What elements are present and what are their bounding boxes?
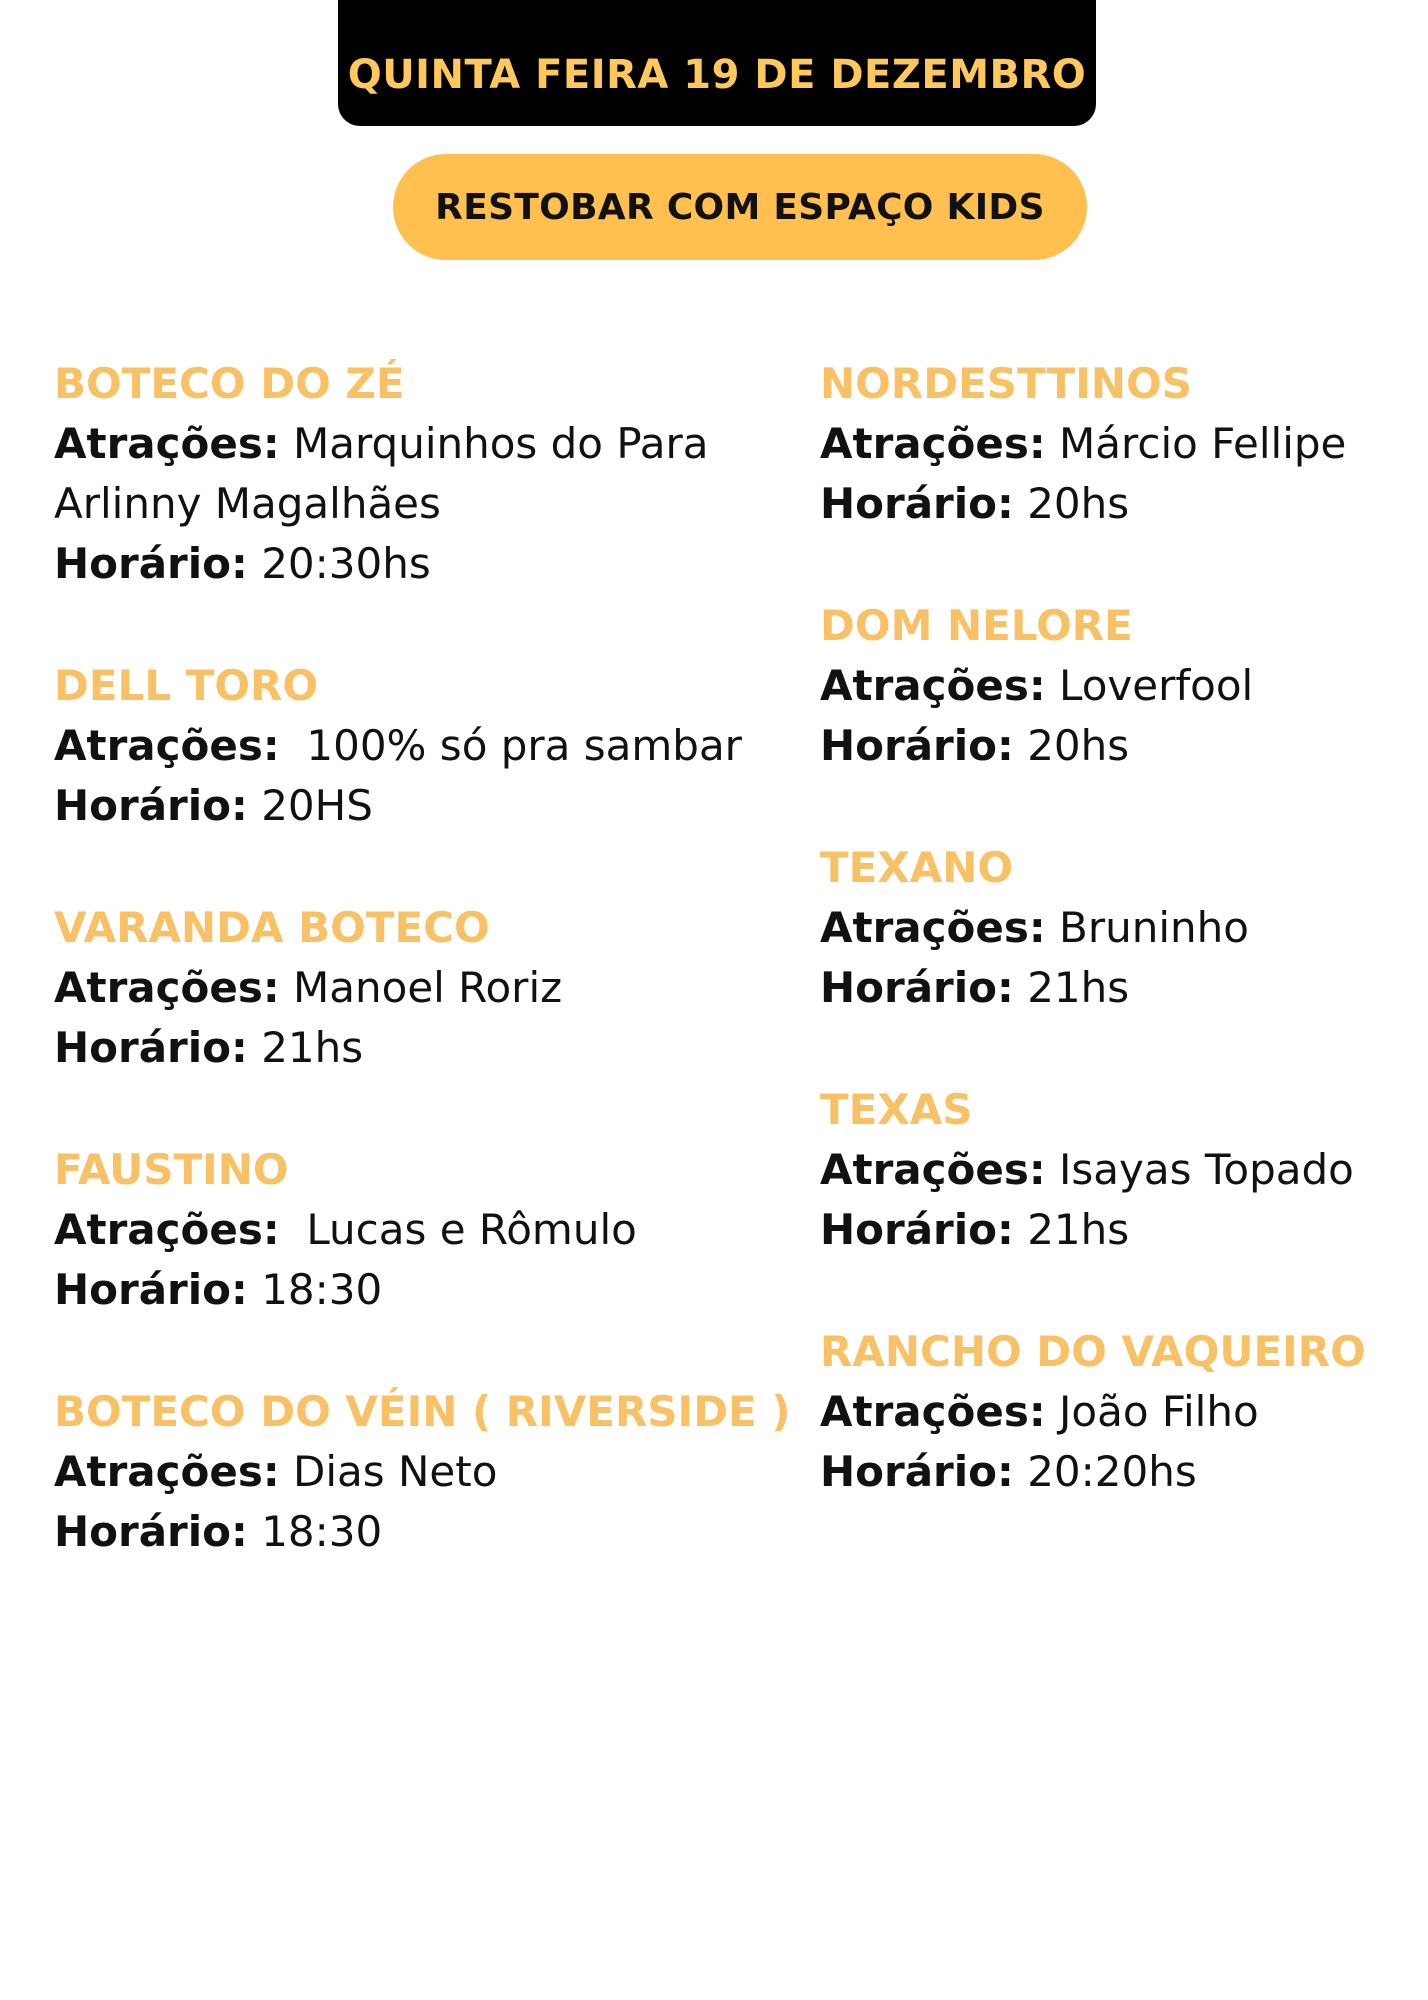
venue-block xyxy=(820,838,1400,1018)
attractions-label: Atrações: xyxy=(820,1387,1046,1436)
venue-time xyxy=(820,958,1400,1018)
attractions-value: Manoel Roriz xyxy=(293,963,563,1012)
time-value: 21hs xyxy=(1027,963,1130,1012)
time-label: Horário: xyxy=(820,963,1014,1012)
attractions-label: Atrações: xyxy=(54,1205,280,1254)
time-label: Horário: xyxy=(54,1265,248,1314)
time-value: 20HS xyxy=(261,781,373,830)
date-header xyxy=(338,0,1096,126)
venue-attractions-extra: Arlinny Magalhães xyxy=(54,479,441,528)
left-venue-column xyxy=(54,354,791,1624)
venue-block xyxy=(54,898,774,1078)
attractions-value: Isayas Topado xyxy=(1059,1145,1354,1194)
venue-name: FAUSTINO xyxy=(54,1145,289,1194)
venue-attractions xyxy=(820,656,1400,716)
date-label: QUINTA FEIRA 19 DE DEZEMBRO xyxy=(347,52,1087,98)
time-value: 20hs xyxy=(1027,721,1130,770)
attractions-value: Márcio Fellipe xyxy=(1059,419,1347,468)
time-label: Horário: xyxy=(54,1507,248,1556)
venue-block xyxy=(54,1140,774,1320)
attractions-label: Atrações: xyxy=(54,419,280,468)
time-label: Horário: xyxy=(54,1023,248,1072)
attractions-label: Atrações: xyxy=(820,661,1046,710)
attractions-label: Atrações: xyxy=(820,419,1046,468)
venue-time xyxy=(54,534,774,594)
time-label: Horário: xyxy=(54,539,248,588)
time-value: 21hs xyxy=(1027,1205,1130,1254)
venue-time xyxy=(820,1442,1400,1502)
venue-block xyxy=(820,1322,1400,1502)
venue-attractions xyxy=(820,414,1400,474)
venue-name: RANCHO DO VAQUEIRO xyxy=(820,1327,1366,1376)
time-value: 20:30hs xyxy=(261,539,431,588)
venue-attractions xyxy=(820,1382,1400,1442)
venue-block xyxy=(820,1080,1400,1260)
attractions-label: Atrações: xyxy=(54,721,280,770)
attractions-value: Lucas e Rômulo xyxy=(293,1205,637,1254)
venue-name: DOM NELORE xyxy=(820,601,1133,650)
attractions-label: Atrações: xyxy=(54,1447,280,1496)
venue-block xyxy=(54,1382,791,1562)
time-label: Horário: xyxy=(54,781,248,830)
attractions-value: Dias Neto xyxy=(293,1447,498,1496)
time-value: 20hs xyxy=(1027,479,1130,528)
venue-name: VARANDA BOTECO xyxy=(54,903,490,952)
venue-time xyxy=(820,474,1400,534)
attractions-value: João Filho xyxy=(1059,1387,1259,1436)
venue-name: DELL TORO xyxy=(54,661,319,710)
venue-attractions xyxy=(54,716,774,776)
venue-attractions xyxy=(54,958,774,1018)
attractions-label: Atrações: xyxy=(54,963,280,1012)
attractions-label: Atrações: xyxy=(820,1145,1046,1194)
venue-attractions xyxy=(820,1140,1400,1200)
time-value: 21hs xyxy=(261,1023,364,1072)
venue-name: BOTECO DO ZÉ xyxy=(54,359,405,408)
time-value: 18:30 xyxy=(261,1507,383,1556)
attractions-value: Marquinhos do Para xyxy=(293,419,709,468)
venue-name: TEXAS xyxy=(820,1085,973,1134)
attractions-value: Bruninho xyxy=(1059,903,1249,952)
time-value: 18:30 xyxy=(261,1265,383,1314)
right-venue-column xyxy=(820,354,1400,1564)
kids-space-badge xyxy=(393,154,1087,260)
venue-attractions xyxy=(820,898,1400,958)
kids-space-label: RESTOBAR COM ESPAÇO KIDS xyxy=(435,186,1045,228)
time-label: Horário: xyxy=(820,1447,1014,1496)
venue-name: BOTECO DO VÉIN ( RIVERSIDE ) xyxy=(54,1387,791,1436)
venue-block xyxy=(820,596,1400,776)
venue-block xyxy=(820,354,1400,534)
venue-attractions xyxy=(54,1200,774,1260)
attractions-value: 100% só pra sambar xyxy=(293,721,742,770)
venue-time xyxy=(54,1260,774,1320)
venue-time xyxy=(820,1200,1400,1260)
time-label: Horário: xyxy=(820,721,1014,770)
venue-time xyxy=(54,776,774,836)
venue-attractions xyxy=(54,1442,774,1502)
venue-time xyxy=(54,1018,774,1078)
venue-name: NORDESTTINOS xyxy=(820,359,1192,408)
time-value: 20:20hs xyxy=(1027,1447,1197,1496)
attractions-value: Loverfool xyxy=(1059,661,1254,710)
venue-block xyxy=(54,656,774,836)
venue-attractions xyxy=(54,414,774,474)
time-label: Horário: xyxy=(820,479,1014,528)
attractions-label: Atrações: xyxy=(820,903,1046,952)
time-label: Horário: xyxy=(820,1205,1014,1254)
venue-block xyxy=(54,354,774,594)
venue-time xyxy=(820,716,1400,776)
venue-time xyxy=(54,1502,774,1562)
venue-name: TEXANO xyxy=(820,843,1014,892)
